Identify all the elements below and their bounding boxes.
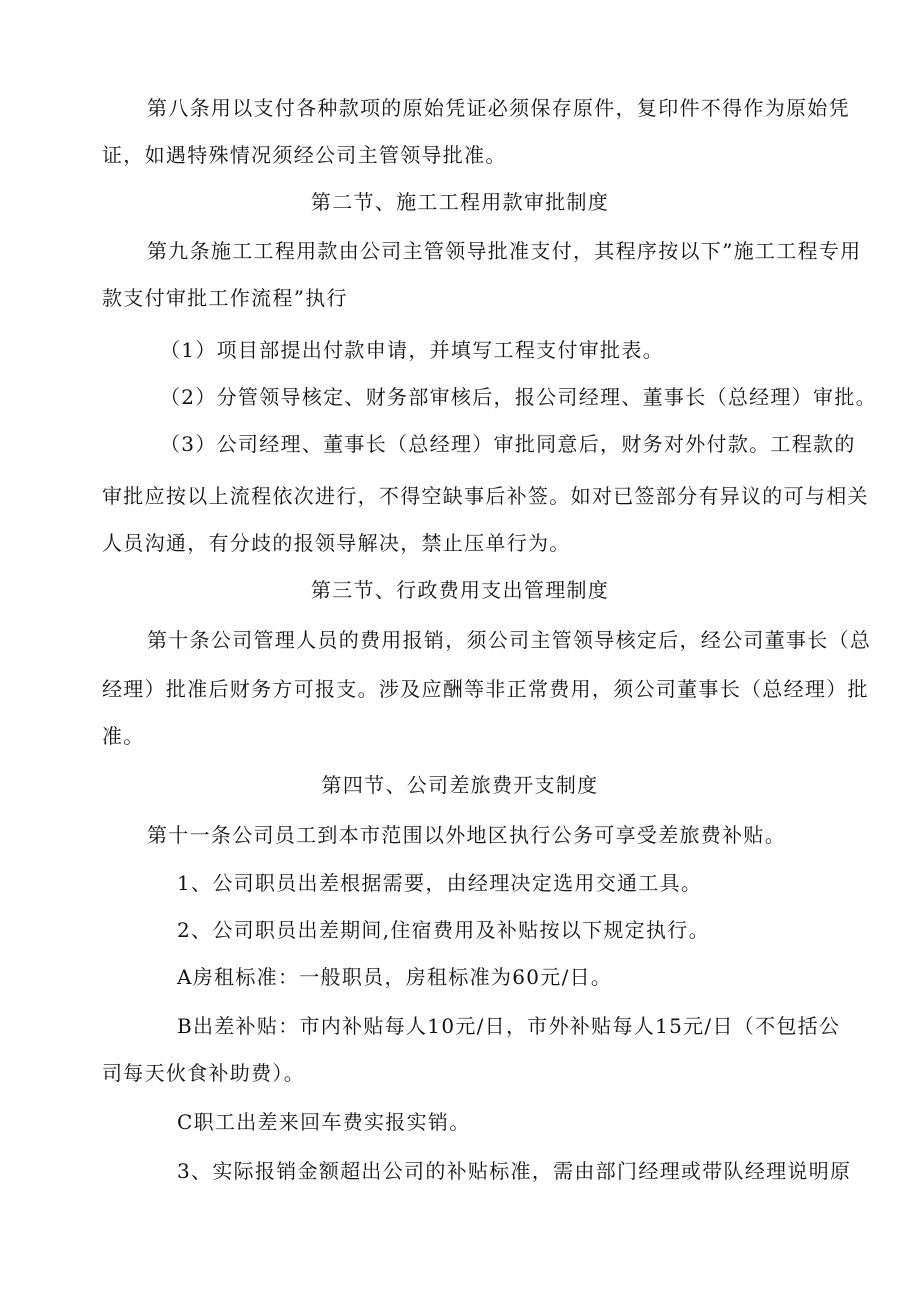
step-3-line-3: 人员沟通，有分歧的报领导解决，禁止压单行为。 xyxy=(102,531,571,555)
step-3-line-2: 审批应按以上流程依次进行，不得空缺事后补签。如对已签部分有异议的可与相关 xyxy=(102,484,869,508)
travel-item-c: C职工出差来回车费实报实销。 xyxy=(177,1110,471,1134)
article-9-line-2: 款支付审批工作流程”执行 xyxy=(102,286,348,310)
section-2-title: 第二节、施工工程用款审批制度 xyxy=(310,190,610,214)
travel-item-a: A房租标准：一般职员，房租标准为60元/日。 xyxy=(177,965,613,989)
section-3-title: 第三节、行政费用支出管理制度 xyxy=(310,578,610,602)
article-8-line-1: 第八条用以支付各种款项的原始凭证必须保存原件，复印件不得作为原始凭 xyxy=(147,96,850,120)
article-9-line-1: 第九条施工工程用款由公司主管领导批准支付，其程序按以下”施工工程专用 xyxy=(147,239,862,263)
step-3-line-1: （3）公司经理、董事长（总经理）审批同意后，财务对外付款。工程款的 xyxy=(160,432,856,456)
article-8-line-2: 证，如遇特殊情况须经公司主管领导批准。 xyxy=(102,143,507,167)
travel-item-1: 1、公司职员出差根据需要，由经理决定选用交通工具。 xyxy=(177,871,703,895)
travel-item-3: 3、实际报销金额超出公司的补贴标准，需由部门经理或带队经理说明原 xyxy=(177,1159,852,1183)
travel-item-2: 2、公司职员出差期间,住宿费用及补贴按以下规定执行。 xyxy=(177,918,710,942)
travel-item-b-line-1: B出差补贴：市内补贴每人10元/日，市外补贴每人15元/日（不包括公 xyxy=(177,1014,841,1038)
section-4-title: 第四节、公司差旅费开支制度 xyxy=(321,773,599,797)
step-1: （1）项目部提出付款申请，并填写工程支付审批表。 xyxy=(160,338,664,362)
article-11: 第十一条公司员工到本市范围以外地区执行公务可享受差旅费补贴。 xyxy=(147,823,786,847)
step-2: （2）分管领导核定、财务部审核后，报公司经理、董事长（总经理）审批。 xyxy=(160,385,877,409)
travel-item-b-line-2: 司每天伙食补助费）。 xyxy=(102,1061,305,1085)
article-10-line-3: 准。 xyxy=(102,724,145,748)
article-10-line-1: 第十条公司管理人员的费用报销，须公司主管领导核定后，经公司董事长（总 xyxy=(147,628,872,652)
article-10-line-2: 经理）批准后财务方可报支。涉及应酬等非正常费用，须公司董事长（总经理）批 xyxy=(102,677,869,701)
